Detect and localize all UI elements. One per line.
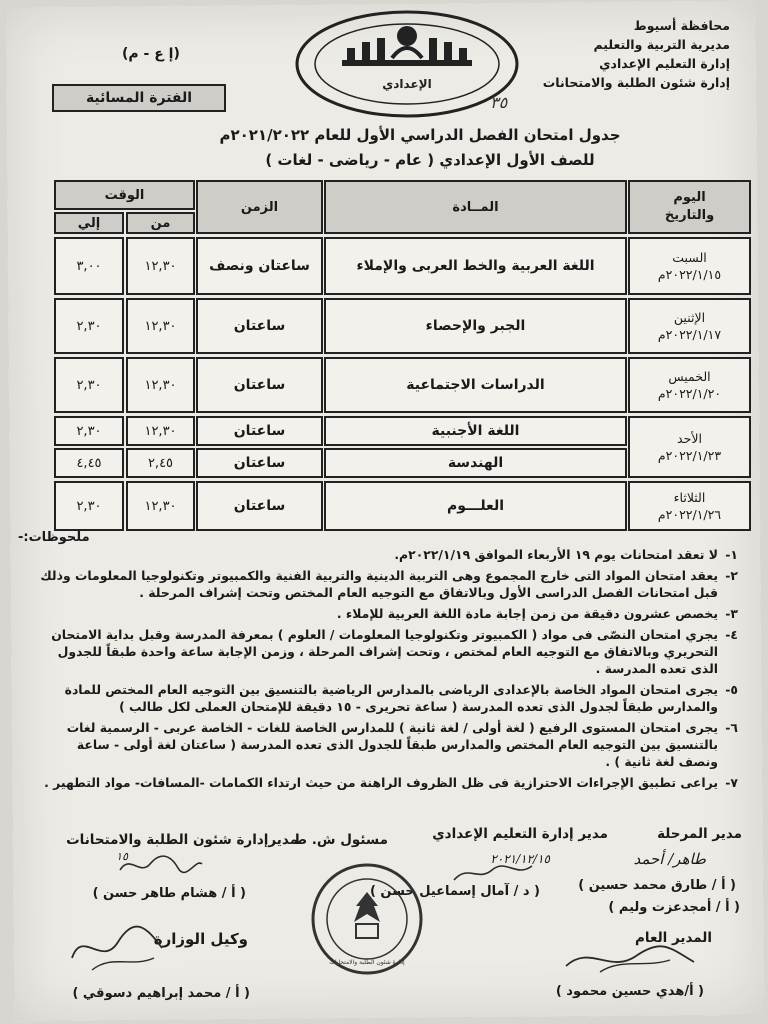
- note-number: ١-: [725, 547, 738, 562]
- schedule-title: جدول امتحان الفصل الدراسي الأول للعام ٢٠٢١/٢٠٢٢م: [219, 126, 621, 144]
- row-time-to: ٢,٣٠: [54, 416, 124, 446]
- handwritten-date: ٢٠٢١/١٢/١٥: [490, 852, 550, 866]
- period-label: الفترة المسائية: [52, 84, 226, 112]
- row-time-to: ٢,٣٠: [54, 357, 124, 413]
- header-duration: الزمن: [196, 180, 323, 234]
- affairs-director-name: ( أ / هشام طاهر حسن ): [92, 886, 246, 901]
- row-time-from: ١٢,٣٠: [126, 416, 195, 446]
- row-time-from: ٢,٤٥: [126, 448, 195, 478]
- row-subject: الهندسة: [324, 448, 627, 478]
- note-text: يجري امتحان النصّى فى مواد ( الكمبيوتر وتكنولوجيا المعلومات / العلوم ) بمعرفة المدرسة وقبل بداية الامتحان التحريري وبالاتفاق مع التوجيه العام لمختص ، وتحت إشراف المرحلة ، وزمن الإجابة ساعة واحدة طبقاً للجدول الذى تعده المدرسة .: [51, 627, 718, 676]
- day-name: الأحد: [677, 431, 702, 446]
- day-date: ٢٠٢٢/١/١٧م: [657, 327, 722, 342]
- sig-general-director: المدير العام: [635, 930, 712, 946]
- header-subject: المــادة: [324, 180, 627, 234]
- general-director-name: ( أ/هدي حسين محمود ): [555, 984, 704, 999]
- schedule-subtitle: للصف الأول الإعدادي ( عام - رياضى - لغات ): [265, 151, 595, 169]
- row-day-saturday: [628, 237, 751, 295]
- note-text: يجرى امتحان المستوى الرفيع ( لغة أولى / لغة ثانية ) للمدارس الخاصة للغات - الخاصة عربى - الرسمية لغات بالتنسيق بين التوجيه العام المختص والمدارس طبقاً للجدول الذى تعده المدرسة ( ساعتان لغة أولى - ساعة ونصف لغة ثانية ) .: [66, 720, 718, 769]
- prep-director-name: ( د / آمال إسماعيل حسن ): [369, 884, 540, 899]
- row-day-thursday: [628, 357, 751, 413]
- sig-prep-director: مدير إدارة التعليم الإعدادي: [432, 826, 608, 842]
- row-time-from: ١٢,٣٠: [126, 298, 195, 354]
- signature-deputy-scribble: [62, 918, 172, 978]
- row-duration: ساعتان: [196, 448, 323, 478]
- row-day-tuesday: [628, 481, 751, 531]
- sig-affairs-director: مديرإدارة شئون الطلبة والامتحانات: [66, 832, 298, 848]
- note-number: ٧-: [725, 775, 738, 790]
- note-item: [18, 626, 738, 677]
- day-name: السبت: [672, 250, 707, 265]
- row-duration: ساعتان: [196, 298, 323, 354]
- row-duration: ساعتان: [196, 416, 323, 446]
- day-name: الثلاثاء: [673, 490, 706, 505]
- note-text: لا تعقد امتحانات يوم ١٩ الأربعاء الموافق ٢٠٢٢/١/١٩م.: [394, 547, 718, 562]
- signature-general-director-scribble: [560, 938, 700, 978]
- header-line-affairs: إدارة شئون الطلبة والامتحانات: [542, 75, 730, 90]
- note-item: [18, 719, 738, 770]
- note-text: يعقد امتحان المواد التى خارج المجموع وهى التربية الدينية والتربية الفنية والكمبيوتر وتكنولوجيا المعلومات وذلك قبل امتحانات الفصل الدراسى الأول وبالاتفاق مع التوجيه العام المختص وتحت إشراف المرحلة .: [40, 568, 718, 600]
- day-date: ٢٠٢٢/١/٢٣م: [657, 448, 722, 463]
- row-day-sunday: [628, 416, 751, 478]
- day-date: ٢٠٢٢/١/٢٦م: [657, 507, 722, 522]
- ministry-logo: [292, 8, 522, 120]
- row-duration: ساعتان: [196, 357, 323, 413]
- handwritten-signature-tahir: طاهر/ أحمد: [633, 850, 706, 868]
- row-time-to: ٣,٠٠: [54, 237, 124, 295]
- notes-title: ملحوظات:-: [18, 530, 90, 545]
- note-item: [18, 681, 738, 715]
- logo-label: الإعدادي: [382, 77, 432, 91]
- note-item: [18, 567, 738, 601]
- day-name: الخميس: [668, 369, 711, 384]
- row-subject: العلـــوم: [324, 481, 627, 531]
- stage-name-amgad: ( أ / أمجدعزت وليم ): [608, 900, 740, 915]
- stamp-label: إدارة شئون الطلبة والامتحانات: [329, 959, 405, 966]
- note-item: [18, 605, 738, 622]
- sig-affairs-officer: مسئول ش. ط: [293, 832, 388, 848]
- row-time-to: ٤,٤٥: [54, 448, 124, 478]
- document-code: (إ ع - م): [122, 46, 180, 62]
- header-time: الوقت: [54, 180, 195, 210]
- note-text: يجرى امتحان المواد الخاصة بالإعدادى الرياضى بالمدارس الرياضية بالتنسيق بين التوجيه العام المختص للمادة والمدارس طبقاً لجدول الذى تعده المدرسة ( ساعة تحريرى - ١٥ دقيقة للإمتحان العملى لكل طالب ): [64, 682, 718, 714]
- row-day-monday: [628, 298, 751, 354]
- note-number: ٦-: [725, 720, 738, 735]
- note-text: يراعى تطبيق الإجراءات الاحترازية فى ظل الظروف الراهنة من حيث ارتداء الكمامات -المسافات- مواد التطهير .: [44, 775, 718, 790]
- note-text: يخصص عشرون دقيقة من زمن إجابة مادة اللغة العربية للإملاء .: [336, 606, 718, 621]
- note-item: [18, 774, 738, 791]
- note-number: ٢-: [725, 568, 738, 583]
- row-time-from: ١٢,٣٠: [126, 357, 195, 413]
- header-line-governorate: محافظة أسيوط: [633, 18, 730, 33]
- signature-affairs-director-scribble: [116, 850, 206, 880]
- note-number: ٣-: [725, 606, 738, 621]
- row-subject: اللغة العربية والخط العربى والإملاء: [324, 237, 627, 295]
- row-subject: الجبر والإحصاء: [324, 298, 627, 354]
- sig-deputy-minister: وكيل الوزارة: [153, 930, 248, 948]
- header-authority: [530, 16, 730, 92]
- header-line-administration: إدارة التعليم الإعدادي: [599, 56, 730, 71]
- day-date: ٢٠٢٢/١/١٥م: [657, 267, 722, 282]
- header-line-directorate: مديرية التربية والتعليم: [593, 37, 730, 52]
- row-time-from: ١٢,٣٠: [126, 481, 195, 531]
- header-day: اليوم والتاريخ: [628, 180, 751, 234]
- sig-stage-director: مدير المرحلة: [657, 826, 742, 842]
- header-to: إلي: [54, 212, 124, 234]
- deputy-minister-name: ( أ / محمد إبراهيم دسوقي ): [72, 986, 250, 1001]
- handwritten-number: ٣٥: [490, 93, 508, 112]
- row-time-to: ٢,٣٠: [54, 298, 124, 354]
- row-subject: الدراسات الاجتماعية: [324, 357, 627, 413]
- row-subject: اللغة الأجنبية: [324, 416, 627, 446]
- notes-list: [18, 546, 738, 795]
- note-item: [18, 546, 738, 563]
- stage-name-tariq: ( أ / طارق محمد حسين ): [578, 878, 736, 893]
- row-time-from: ١٢,٣٠: [126, 237, 195, 295]
- handwritten-day-mark: ١٥: [116, 850, 128, 863]
- day-date: ٢٠٢٢/١/٢٠م: [657, 386, 722, 401]
- row-duration: ساعتان: [196, 481, 323, 531]
- row-time-to: ٢,٣٠: [54, 481, 124, 531]
- header-from: من: [126, 212, 195, 234]
- official-seal-stamp: [310, 862, 424, 976]
- note-number: ٤-: [725, 627, 738, 642]
- row-duration: ساعتان ونصف: [196, 237, 323, 295]
- note-number: ٥-: [725, 682, 738, 697]
- day-name: الإثنين: [673, 310, 706, 325]
